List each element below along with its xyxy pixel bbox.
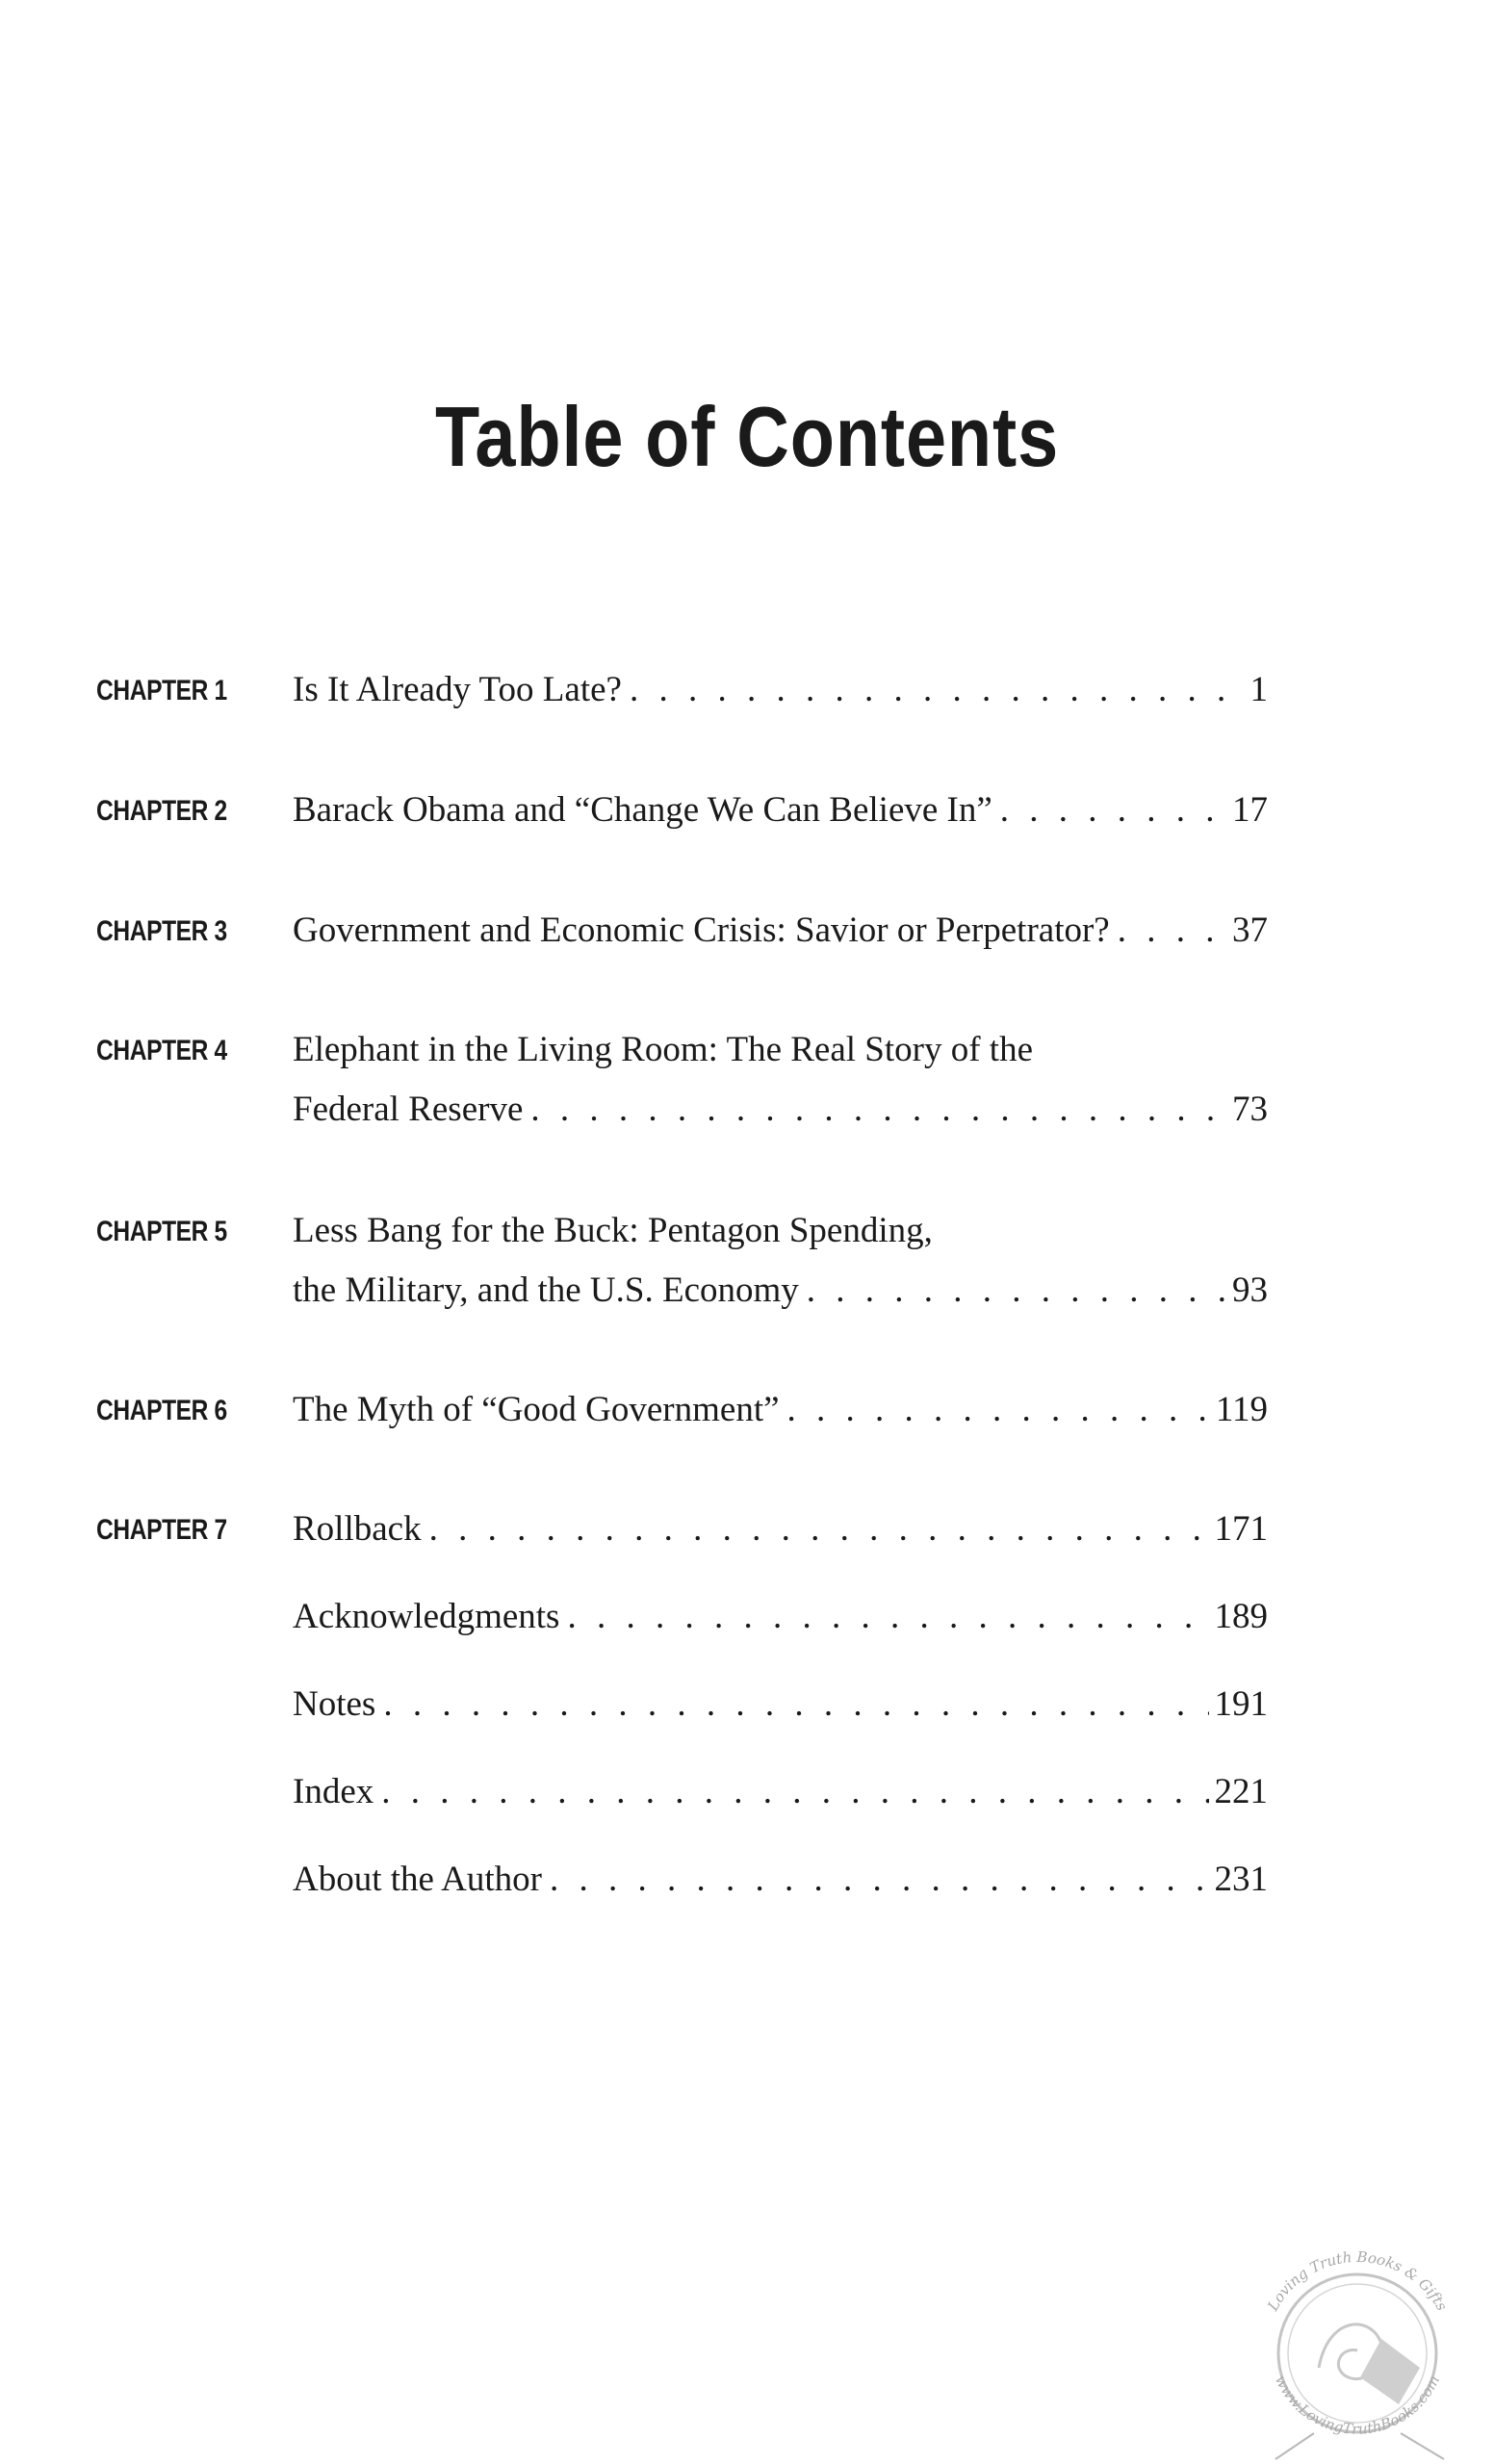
dot-leader: [429, 1505, 1209, 1553]
book-icon: [1360, 2339, 1420, 2404]
entry-title-line-1: Elephant in the Living Room: The Real Story of the: [293, 1030, 1033, 1069]
entry-title: The Myth of “Good Government”: [293, 1390, 780, 1429]
dot-leader: [381, 1768, 1208, 1816]
entry-title: Government and Economic Crisis: Savior or Perpetrator?: [293, 911, 1110, 950]
entry-line: [293, 1768, 1268, 1816]
chapter-label: CHAPTER 4: [96, 1035, 227, 1066]
dot-leader: [383, 1681, 1208, 1729]
entry-line: [293, 1593, 1268, 1641]
entry-title: Notes: [293, 1684, 376, 1724]
watermark-inner-ring: [1288, 2284, 1427, 2423]
entry-title: Index: [293, 1772, 374, 1811]
entry-line: [293, 907, 1268, 955]
entry-line: [293, 786, 1268, 834]
page-number: 231: [1214, 1860, 1268, 1899]
entry-line: [293, 1086, 1268, 1134]
entry-title-line-2: Federal Reserve: [293, 1090, 524, 1129]
watermark-text-bottom: www.LovingTruthBooks.com: [1271, 2373, 1444, 2438]
entry-title: Is It Already Too Late?: [293, 670, 622, 709]
chapter-label: CHAPTER 3: [96, 915, 227, 947]
watermark-rule: [1275, 2433, 1314, 2459]
dot-leader: [530, 1086, 1226, 1134]
entry-title: Rollback: [293, 1509, 422, 1549]
entry-line: [293, 666, 1268, 714]
entry-line: [293, 1856, 1268, 1904]
entry-line: [293, 1386, 1268, 1434]
page-number: 17: [1232, 790, 1268, 830]
chapter-label: CHAPTER 2: [96, 795, 227, 827]
page-number: 171: [1214, 1509, 1268, 1549]
chapter-label: CHAPTER 7: [96, 1514, 227, 1546]
chapter-label: CHAPTER 6: [96, 1395, 227, 1426]
entry-title: About the Author: [293, 1860, 542, 1899]
watermark-seal: [1237, 2223, 1478, 2464]
watermark-text-top: Loving Truth Books & Gifts: [1264, 2247, 1451, 2314]
page-number: 189: [1214, 1597, 1268, 1636]
page-title: Table of Contents: [434, 389, 1060, 484]
page-number: 221: [1214, 1772, 1268, 1811]
watermark-rule: [1401, 2433, 1444, 2459]
entry-line: [293, 1026, 1268, 1074]
entry-line: [293, 1207, 1268, 1255]
dot-leader: [630, 666, 1245, 714]
dot-leader: [1000, 786, 1226, 834]
chapter-label: CHAPTER 5: [96, 1216, 227, 1247]
entry-title: Acknowledgments: [293, 1597, 560, 1636]
entry-title: Barack Obama and “Change We Can Believe In”: [293, 790, 992, 830]
page-number: 191: [1214, 1684, 1268, 1724]
entry-title-line-1: Less Bang for the Buck: Pentagon Spending,: [293, 1211, 933, 1250]
dot-leader: [567, 1593, 1208, 1641]
dot-leader: [550, 1856, 1209, 1904]
page-number: 73: [1232, 1090, 1268, 1129]
chapter-label: CHAPTER 1: [96, 675, 227, 706]
page-number: 93: [1232, 1270, 1268, 1310]
entry-line: [293, 1505, 1268, 1553]
page-number: 119: [1215, 1390, 1268, 1429]
entry-title-line-2: the Military, and the U.S. Economy: [293, 1270, 799, 1310]
entry-line: [293, 1267, 1268, 1315]
dot-leader: [1118, 907, 1226, 955]
page-number: 37: [1232, 911, 1268, 950]
dot-leader: [807, 1267, 1226, 1315]
dot-leader: [787, 1386, 1210, 1434]
entry-line: [293, 1681, 1268, 1729]
page-number: 1: [1249, 670, 1268, 709]
